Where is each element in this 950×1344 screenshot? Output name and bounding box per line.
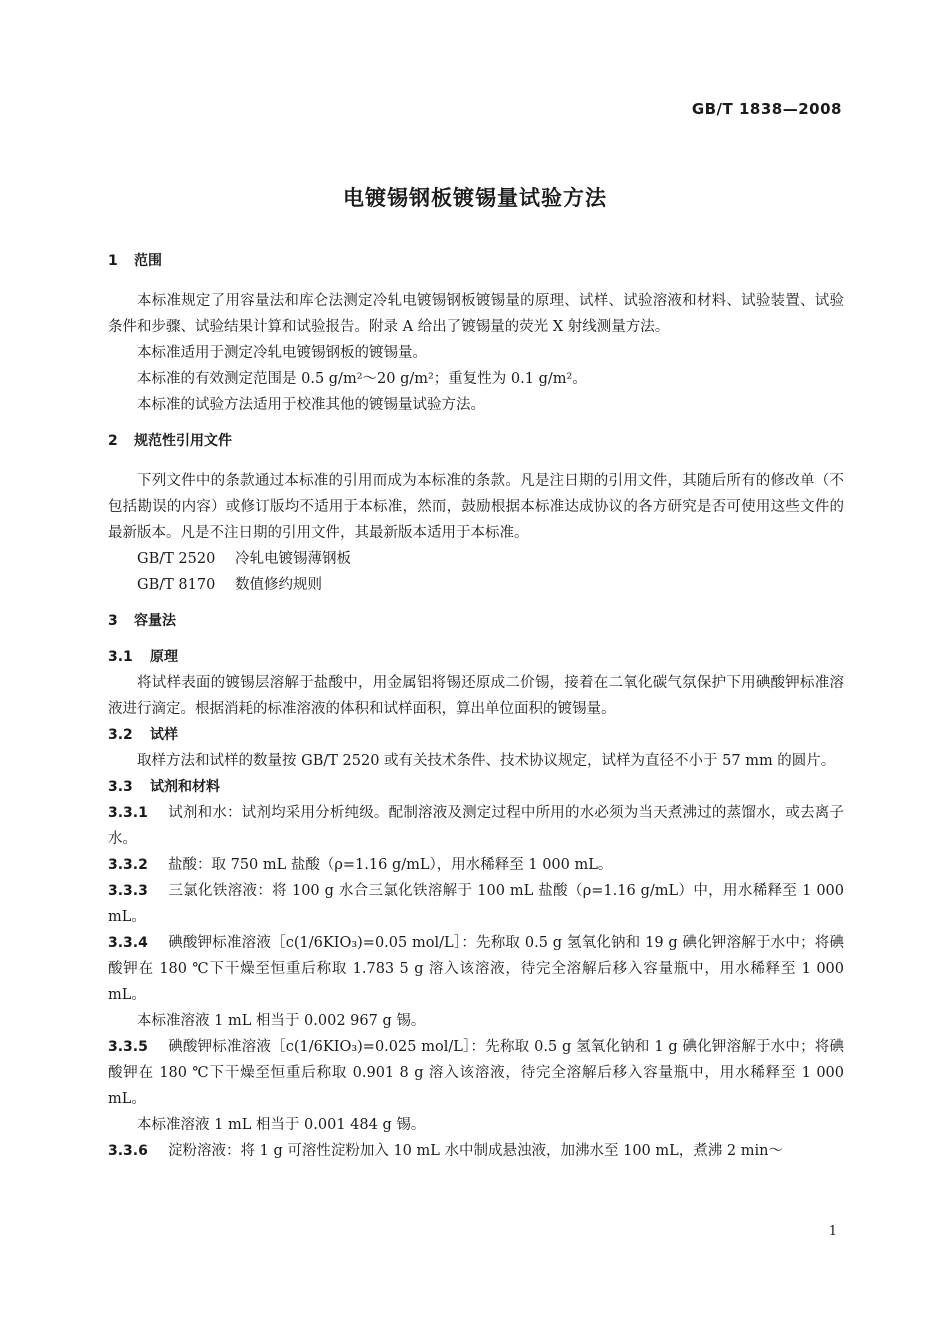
section-title: 规范性引用文件: [134, 433, 232, 449]
clause-text: 碘酸钾标准溶液［c(1/6KIO₃)=0.05 mol/L］：先称取 0.5 g 氢氧化钠和 19 g 碘化钾溶解于水中；将碘酸钾在 180 ℃下干燥至恒重后称取 1.783 5 g 溶入该溶液，待完全溶解后移入容量瓶中，用水稀释至 1 000 mL。: [108, 935, 844, 1003]
clause: [108, 1138, 844, 1164]
clause-number: 3.3.5: [108, 1039, 148, 1055]
paragraph: 本标准适用于测定冷轧电镀锡钢板的镀锡量。: [137, 345, 427, 361]
paragraph: 取样方法和试样的数量按 GB/T 2520 或有关技术条件、技术协议规定，试样为直径不小于 57 mm 的圆片。: [137, 753, 836, 769]
clause-number: 3.3.6: [108, 1143, 148, 1159]
clause-number: 3.3.2: [108, 857, 148, 873]
section-heading: [108, 610, 844, 632]
subsection-number: 3.3: [108, 779, 133, 795]
reference-code: GB/T 2520: [137, 551, 216, 567]
clause: [108, 1034, 844, 1112]
subsection-title: 试剂和材料: [150, 779, 220, 795]
subsection-title: 试样: [150, 727, 178, 743]
clause-number: 3.3.4: [108, 935, 148, 951]
standard-code: GB/T 1838—2008: [691, 100, 842, 118]
reference-name: 冷轧电镀锡薄钢板: [235, 551, 351, 567]
section-number: 3: [108, 613, 118, 629]
section-title: 容量法: [134, 613, 176, 629]
clause-text: 碘酸钾标准溶液［c(1/6KIO₃)=0.025 mol/L］：先称取 0.5 g 氢氧化钠和 1 g 碘化钾溶解于水中；将碘酸钾在 180 ℃下干燥至恒重后称取 0.901 8 g 溶入该溶液，待完全溶解后移入容量瓶中，用水稀释至 1 000 mL。: [108, 1039, 844, 1107]
clause-note: 本标准溶液 1 mL 相当于 0.001 484 g 锡。: [137, 1117, 426, 1133]
subsection-title: 原理: [150, 649, 178, 665]
clause: [108, 852, 844, 878]
reference-code: GB/T 8170: [137, 577, 216, 593]
paragraph: 下列文件中的条款通过本标准的引用而成为本标准的条款。凡是注日期的引用文件，其随后所有的修改单（不包括勘误的内容）或修订版均不适用于本标准，然而，鼓励根据本标准达成协议的各方研究是否可使用这些文件的最新版本。凡是不注日期的引用文件，其最新版本适用于本标准。: [108, 473, 844, 541]
clause-number: 3.3.1: [108, 805, 148, 821]
subsection-heading: [108, 644, 844, 670]
section-heading: [108, 250, 844, 272]
clause-text: 试剂和水：试剂均采用分析纯级。配制溶液及测定过程中所用的水必须为当天煮沸过的蒸馏水，或去离子水。: [108, 805, 844, 847]
clause-text: 盐酸：取 750 mL 盐酸（ρ=1.16 g/mL），用水稀释至 1 000 mL。: [168, 857, 613, 873]
clause: [108, 930, 844, 1008]
paragraph: 本标准规定了用容量法和库仑法测定冷轧电镀锡钢板镀锡量的原理、试样、试验溶液和材料、试验装置、试验条件和步骤、试验结果计算和试验报告。附录 A 给出了镀锡量的荧光 X 射线测量方法。: [108, 293, 844, 335]
subsection-heading: [108, 722, 844, 748]
paragraph: 本标准的有效测定范围是 0.5 g/m²～20 g/m²；重复性为 0.1 g/m²。: [137, 371, 587, 387]
clause-note: 本标准溶液 1 mL 相当于 0.002 967 g 锡。: [137, 1013, 426, 1029]
paragraph: 本标准的试验方法适用于校准其他的镀锡量试验方法。: [137, 397, 485, 413]
clause: [108, 878, 844, 930]
reference-item: [108, 572, 844, 598]
section-title: 范围: [134, 253, 162, 269]
reference-item: [108, 546, 844, 572]
clause: [108, 800, 844, 852]
section-number: 1: [108, 253, 118, 269]
paragraph: 将试样表面的镀锡层溶解于盐酸中，用金属铝将锡还原成二价锡，接着在二氧化碳气氛保护下用碘酸钾标准溶液进行滴定。根据消耗的标准溶液的体积和试样面积，算出单位面积的镀锡量。: [108, 675, 844, 717]
section-heading: [108, 430, 844, 452]
page-number: 1: [828, 1224, 837, 1239]
clause-number: 3.3.3: [108, 883, 148, 899]
reference-name: 数值修约规则: [235, 577, 322, 593]
subsection-heading: [108, 774, 844, 800]
section-number: 2: [108, 433, 118, 449]
clause-text: 淀粉溶液：将 1 g 可溶性淀粉加入 10 mL 水中制成悬浊液，加沸水至 100 mL，煮沸 2 min～: [168, 1143, 783, 1159]
document-body: [108, 250, 844, 1164]
subsection-number: 3.2: [108, 727, 133, 743]
document-title: 电镀锡钢板镀锡量试验方法: [343, 186, 607, 210]
subsection-number: 3.1: [108, 649, 133, 665]
clause-text: 三氯化铁溶液：将 100 g 水合三氯化铁溶解于 100 mL 盐酸（ρ=1.16 g/mL）中，用水稀释至 1 000 mL。: [108, 883, 844, 925]
